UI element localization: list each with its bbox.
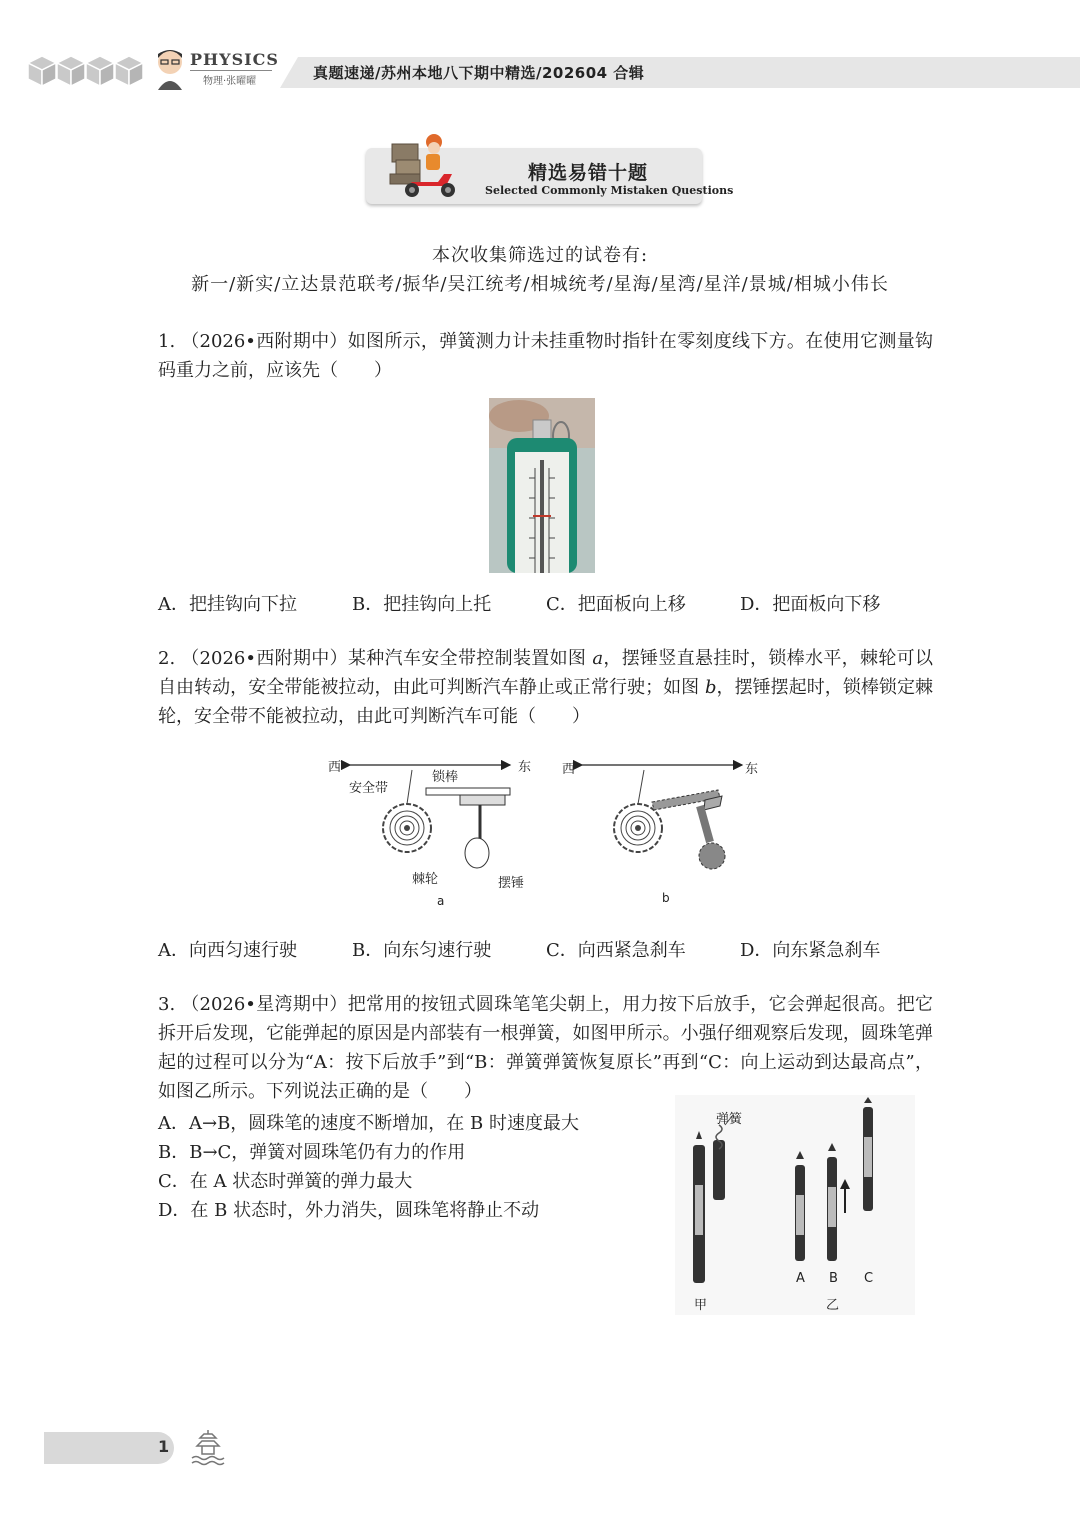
fig-b-caption: b <box>662 891 670 905</box>
q3-option-c[interactable]: C．在 A 状态时弹簧的弹力最大 <box>158 1171 413 1192</box>
fig-jia-label: 甲 <box>694 1298 708 1313</box>
fig-spring-label: 弹簧 <box>716 1112 743 1127</box>
logo-divider <box>190 70 272 71</box>
fig-state-b-label: B <box>829 1271 838 1286</box>
fig-b-east: 东 <box>745 762 759 777</box>
seatbelt-diagram <box>320 750 770 910</box>
fig-a-lockbar-label: 锁棒 <box>432 770 459 785</box>
question-2-text: 2. （2026•西附期中）某种汽车安全带控制装置如图 a，摆锤竖直悬挂时，锁棒水平，棘轮可以自由转动，安全带能被拉动，由此可判断汽车静止或正常行驶；如图 b，摆锤摆起时，锁棒锁定棘轮，安全带不能被拉动，由此可判断汽车可能（ ） <box>158 648 934 727</box>
spring-scale-photo <box>489 398 595 573</box>
question-1-text: 1. （2026•西附期中）如图所示，弹簧测力计未挂重物时指针在零刻度线下方。在使用它测量钩码重力之前，应该先（ ） <box>158 331 933 381</box>
banner-title: 精选易错十题 <box>528 162 649 184</box>
footer-bar <box>44 1432 174 1464</box>
fig-a-east: 东 <box>518 760 532 775</box>
q2-option-c[interactable]: C．向西紧急刹车 <box>546 940 686 961</box>
question-3-text: 3. （2026•星湾期中）把常用的按钮式圆珠笔笔尖朝上，用力按下后放手，它会弹起很高。把它拆开后发现，它能弹起的原因是内部装有一根弹簧，如图甲所示。小强仔细观察后发现，圆珠笔弹起的过程可以分为“A：按下后放手”到“B：弹簧弹簧恢复原长”再到“C：向上运动到达最高点”，如图乙所示。下列说法正确的是（ ） <box>158 994 933 1102</box>
pagoda-icon <box>190 1428 226 1468</box>
intro-line-2: 新一/新实/立达景范联考/振华/吴江统考/相城统考/星海/星湾/星洋/景城/相城小伟长 <box>191 274 889 295</box>
fig-a-west: 西 <box>328 760 342 775</box>
logo-subtitle: 物理·张曜曜 <box>203 76 257 87</box>
fig-a-pendulum-label: 摆锤 <box>498 876 525 891</box>
page-number: 1 <box>158 1437 170 1456</box>
cube-logo-icon <box>28 54 148 90</box>
q1-option-d[interactable]: D．把面板向下移 <box>740 594 881 615</box>
q1-option-c[interactable]: C．把面板向上移 <box>546 594 686 615</box>
header-title: 真题速递/苏州本地八下期中精选/202604 合辑 <box>313 64 645 82</box>
fig-a-caption: a <box>437 894 445 908</box>
banner-subtitle: Selected Commonly Mistaken Questions <box>485 184 734 197</box>
q2-option-a[interactable]: A．向西匀速行驶 <box>158 940 297 961</box>
logo-word: PHYSICS <box>190 50 279 69</box>
q1-option-b[interactable]: B．把挂钩向上托 <box>352 594 492 615</box>
q1-option-a[interactable]: A．把挂钩向下拉 <box>158 594 297 615</box>
fig-yi-label: 乙 <box>826 1298 840 1313</box>
fig-a-belt-label: 安全带 <box>349 781 389 796</box>
fig-state-c-label: C <box>864 1271 874 1286</box>
q2-option-b[interactable]: B．向东匀速行驶 <box>352 940 492 961</box>
delivery-scooter-icon <box>386 130 461 200</box>
fig-b-west: 西 <box>562 762 576 777</box>
avatar <box>152 46 188 90</box>
fig-a-ratchet-label: 棘轮 <box>412 872 439 887</box>
q3-option-b[interactable]: B．B→C，弹簧对圆珠笔仍有力的作用 <box>158 1142 466 1163</box>
pen-diagram <box>675 1095 915 1315</box>
q2-option-d[interactable]: D．向东紧急刹车 <box>740 940 881 961</box>
q3-option-d[interactable]: D．在 B 状态时，外力消失，圆珠笔将静止不动 <box>158 1200 540 1221</box>
fig-state-a-label: A <box>796 1271 805 1286</box>
intro-line-1: 本次收集筛选过的试卷有: <box>431 245 649 266</box>
q3-option-a[interactable]: A．A→B，圆珠笔的速度不断增加，在 B 时速度最大 <box>158 1113 579 1134</box>
